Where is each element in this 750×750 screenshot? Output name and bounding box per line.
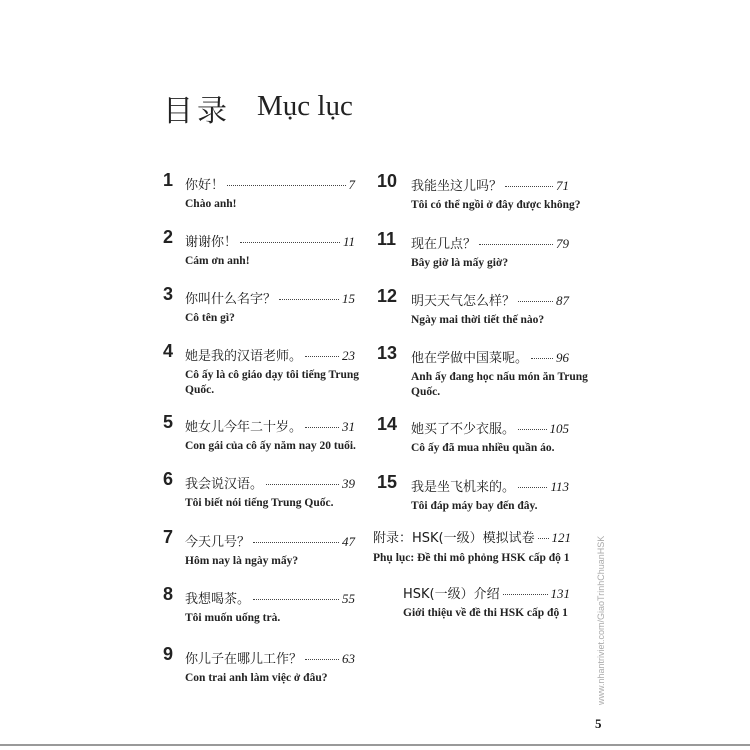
entry-vietnamese: Cám ơn anh!	[185, 255, 250, 267]
entry-vietnamese: Phụ lục: Đề thi mô phỏng HSK cấp độ 1	[373, 552, 570, 564]
entry-chinese: 他在学做中国菜呢。	[411, 351, 529, 366]
entry-vietnamese: Tôi muốn uống trà.	[185, 612, 281, 624]
leader-dots	[253, 599, 339, 600]
entry-vietnamese: Con gái của cô ấy năm nay 20 tuổi.	[185, 440, 356, 452]
leader-dots	[305, 427, 339, 428]
entry-page: 96	[556, 350, 569, 365]
entry-page: 15	[342, 291, 355, 306]
leader-dots	[266, 484, 339, 485]
entry-page: 113	[550, 479, 569, 494]
leader-dots	[518, 429, 546, 430]
lesson-number: 9	[163, 644, 174, 664]
lesson-number: 5	[163, 412, 174, 432]
entry-chinese: 明天天气怎么样？	[411, 294, 516, 309]
leader-dots	[240, 242, 340, 243]
entry-vietnamese: Tôi biết nói tiếng Trung Quốc.	[185, 497, 334, 509]
entry-chinese: 我能坐这儿吗？	[411, 179, 503, 194]
entry-page: 23	[342, 348, 355, 363]
entry-chinese: 今天几号？	[185, 535, 251, 550]
entry-page: 63	[342, 651, 355, 666]
entry-chinese: 现在几点？	[411, 237, 477, 252]
entry-vietnamese: Ngày mai thời tiết thế nào?	[411, 314, 545, 326]
entry-chinese: 她女儿今年二十岁。	[185, 420, 303, 435]
entry-vietnamese: Bây giờ là mấy giờ?	[411, 257, 509, 269]
lesson-number: 13	[377, 343, 398, 363]
title-chinese: 目录	[163, 94, 231, 129]
lesson-number: 2	[163, 227, 174, 247]
watermark: www.nhantriviet.com/GiaoTrinhChuanHSK	[596, 535, 606, 705]
lesson-number: 11	[377, 229, 397, 249]
entry-vietnamese: Cô ấy đã mua nhiều quần áo.	[411, 442, 555, 454]
entry-vietnamese: Hôm nay là ngày mấy?	[185, 555, 299, 567]
entry-chinese: 谢谢你！	[185, 235, 238, 250]
entry-vietnamese: Giới thiệu về đề thi HSK cấp độ 1	[403, 607, 568, 619]
lesson-number: 10	[377, 171, 398, 191]
entry-vietnamese: Tôi có thể ngồi ở đây được không?	[411, 199, 581, 211]
leader-dots	[279, 299, 339, 300]
leader-dots	[518, 301, 553, 302]
entry-page: 87	[556, 293, 569, 308]
entry-chinese: 我是坐飞机来的。	[411, 480, 516, 495]
entry-chinese: 她是我的汉语老师。	[185, 349, 303, 364]
entry-chinese: 我想喝茶。	[185, 592, 251, 607]
entry-vietnamese: Cô tên gì?	[185, 312, 235, 324]
lesson-number: 1	[163, 170, 174, 190]
entry-page: 121	[551, 530, 571, 545]
entry-chinese: 我会说汉语。	[185, 477, 264, 492]
leader-dots	[305, 356, 339, 357]
leader-dots	[503, 594, 548, 595]
entry-chinese: 她买了不少衣服。	[411, 422, 516, 437]
lesson-number: 3	[163, 284, 174, 304]
entry-chinese: 附录：HSK(一级）模拟试卷	[373, 531, 535, 546]
entry-chinese: 你儿子在哪儿工作？	[185, 652, 303, 667]
title-vietnamese: Mục lục	[257, 90, 353, 122]
leader-dots	[538, 538, 549, 539]
page-number: 5	[595, 716, 602, 731]
leader-dots	[305, 659, 339, 660]
lesson-number: 4	[163, 341, 174, 361]
entry-page: 105	[549, 421, 569, 436]
entry-page: 55	[342, 591, 355, 606]
entry-page: 7	[348, 177, 355, 192]
entry-vietnamese: Anh ấy đang học nấu món ăn Trung Quốc.	[411, 371, 588, 398]
lesson-number: 7	[163, 527, 174, 547]
entry-chinese: 你叫什么名字？	[185, 292, 277, 307]
entry-vietnamese: Cô ấy là cô giáo dạy tôi tiếng Trung Quốc.	[185, 369, 359, 396]
lesson-number: 14	[377, 414, 398, 434]
leader-dots	[531, 358, 553, 359]
bottom-rule	[0, 744, 750, 746]
entry-chinese: 你好！	[185, 178, 225, 193]
leader-dots	[253, 542, 339, 543]
entry-page: 79	[556, 236, 569, 251]
leader-dots	[227, 185, 345, 186]
lesson-number: 15	[377, 472, 398, 492]
lesson-number: 6	[163, 469, 174, 489]
leader-dots	[518, 487, 547, 488]
entry-page: 47	[342, 534, 355, 549]
lesson-number: 8	[163, 584, 174, 604]
entry-chinese: HSK(一级）介绍	[403, 587, 500, 602]
entry-page: 39	[342, 476, 355, 491]
leader-dots	[505, 186, 553, 187]
entry-page: 131	[550, 586, 570, 601]
entry-page: 31	[342, 419, 355, 434]
entry-page: 71	[556, 178, 569, 193]
entry-page: 11	[342, 234, 355, 249]
entry-vietnamese: Tôi đáp máy bay đến đây.	[411, 500, 538, 512]
lesson-number: 12	[377, 286, 398, 306]
leader-dots	[479, 244, 553, 245]
entry-vietnamese: Con trai anh làm việc ở đâu?	[185, 672, 328, 684]
entry-vietnamese: Chào anh!	[185, 198, 237, 210]
